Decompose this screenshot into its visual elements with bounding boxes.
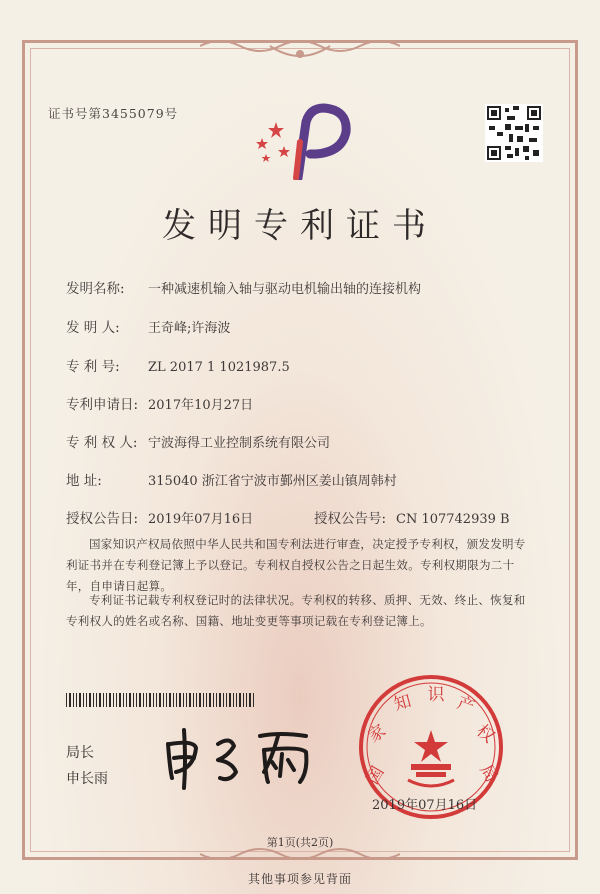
field-label: 专利申请日: [66,397,139,413]
svg-text:家: 家 [364,720,390,747]
seal-date: 2019年07月16日 [372,798,478,813]
field-value: CN 107742939 B [396,512,510,527]
director-title: 局长 [66,745,94,761]
field-address [66,469,397,489]
footer-note: 其他事项参见背面 [247,872,352,886]
statement-paragraph-1: 国家知识产权局依照中华人民共和国专利法进行审查，决定授予专利权，颁发发明专利证书并在专利登记簿上予以登记。专利权自授权公告之日起生效。专利权期限为二十年，自申请日起算。 [66,537,526,593]
qr-code-icon[interactable] [485,104,543,162]
field-value: 宁波海得工业控制系统有限公司 [148,436,331,451]
page-number: 第1页(共2页) [266,836,334,849]
field-label: 授权公告日: [66,511,139,527]
field-value: ZL 2017 1 1021987.5 [148,360,290,375]
svg-text:局: 局 [475,761,502,786]
barcode-icon [66,693,256,707]
field-label: 发 明 人: [66,320,120,336]
svg-text:识: 识 [427,685,445,705]
field-patentee [66,431,330,451]
svg-text:知: 知 [391,691,414,716]
cnipa-logo-icon [252,100,352,180]
svg-text:权: 权 [472,721,499,748]
field-value: 315040 浙江省宁波市鄞州区姜山镇周韩村 [148,474,397,489]
field-value: 2019年07月16日 [148,512,254,527]
director-name: 申长雨 [66,771,108,787]
field-label: 专 利 权 人: [66,435,138,451]
svg-text:产: 产 [454,692,478,718]
field-label: 发明名称: [66,281,125,297]
field-filing-date [66,393,253,413]
field-label: 地 址: [66,473,102,489]
field-invention-name [66,277,421,297]
field-label: 专 利 号: [66,359,120,375]
field-value: 一种减速机输入轴与驱动电机输出轴的连接机构 [148,282,422,297]
field-patent-number [66,355,290,375]
field-grant-date [66,507,253,527]
field-label: 授权公告号: [314,511,387,527]
field-grant-number [314,507,510,527]
field-value: 2017年10月27日 [148,398,254,413]
field-inventor [66,316,230,336]
top-ornament-icon [200,36,400,66]
svg-text:国: 国 [362,763,389,788]
director-signature [160,722,320,792]
field-value: 王奇峰;许海波 [148,321,231,336]
certificate-title: 发明专利证书 [162,206,438,246]
statement-paragraph-2: 专利证书记载专利权登记时的法律状况。专利权的转移、质押、无效、终止、恢复和专利权人的姓名或名称、国籍、地址变更等事项记载在专利登记簿上。 [66,593,526,628]
certificate-number: 证书号第3455079号 [48,106,179,121]
